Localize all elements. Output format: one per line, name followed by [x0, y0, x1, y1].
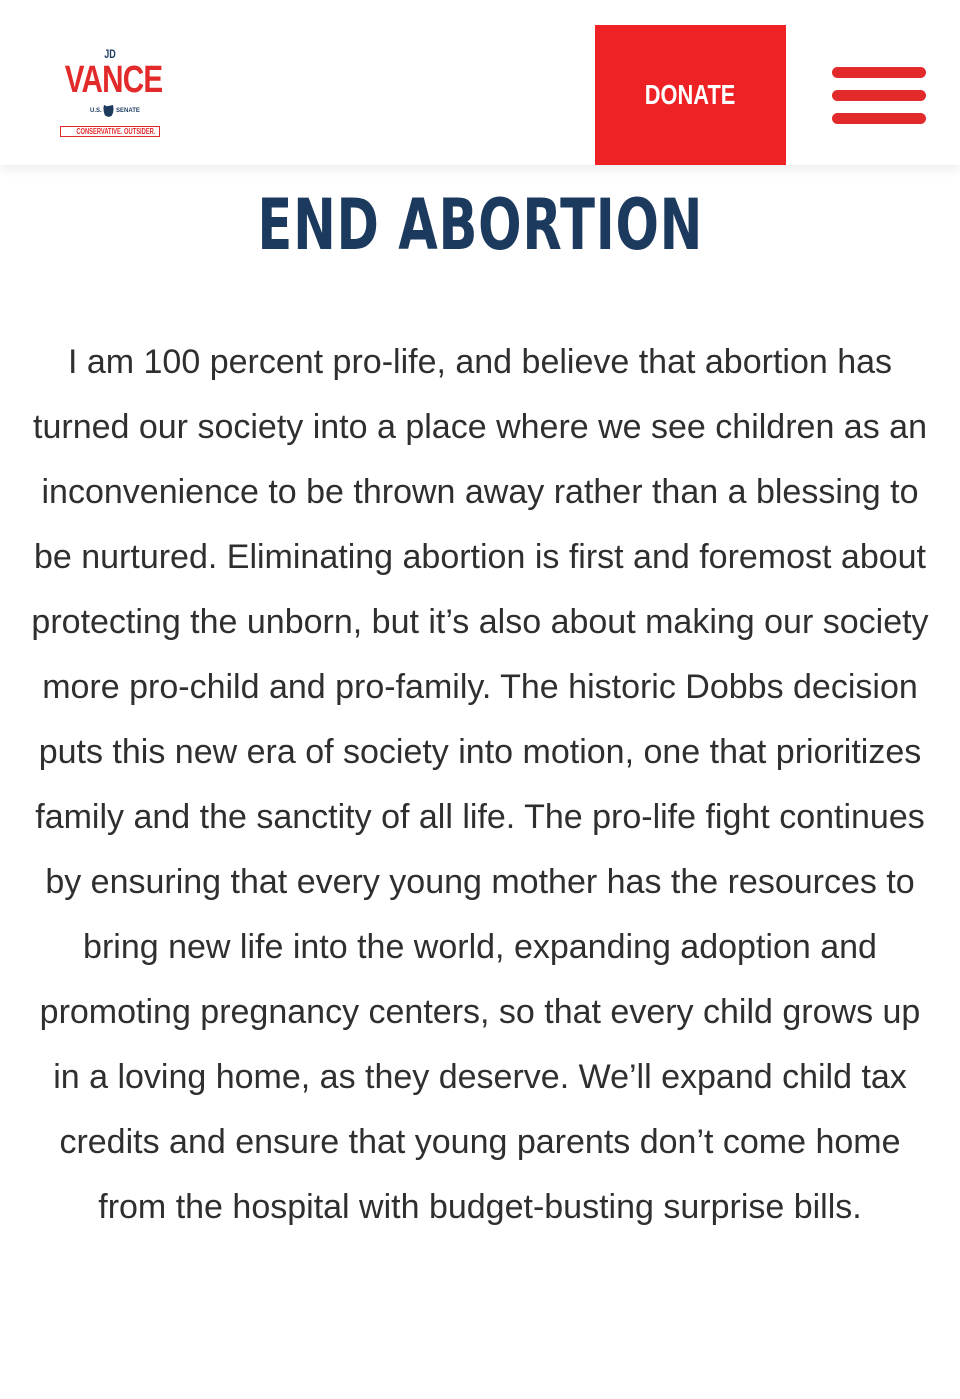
menu-bar-top	[832, 67, 926, 78]
logo-tagline-text: CONSERVATIVE. OUTSIDER.	[76, 127, 156, 136]
donate-button[interactable]	[595, 25, 786, 165]
logo-us-text: U.S.	[90, 108, 102, 114]
logo-initials: JD	[104, 47, 116, 61]
logo-senate-row	[58, 105, 162, 117]
logo-senate-text: SENATE	[116, 108, 140, 114]
page-title-text: END ABORTION	[257, 184, 703, 266]
hamburger-menu-icon[interactable]	[832, 64, 926, 126]
ohio-state-icon	[103, 105, 114, 117]
logo-tagline	[60, 126, 160, 137]
page-title	[0, 180, 960, 270]
logo-name: VANCE	[64, 59, 163, 101]
menu-bar-bottom	[832, 113, 926, 124]
site-header	[0, 0, 960, 165]
policy-body-text: I am 100 percent pro-life, and believe that abortion has turned our society into a place where we see children as an inconvenience to be thrown away rather than a blessing to be nurtured. Eliminating abortion is first and foremost about protecting the unborn, but it’s also about making our society more pro-child and pro-family. The historic Dobbs decision puts this new era of society into motion, one that prioritizes family and the sanctity of all life. The pro-life fight continues by ensuring that every young mother has the resources to bring new life into the world, expanding adoption and promoting pregnancy centers, so that every child grows up in a loving home, as they deserve. We’ll expand child tax credits and ensure that young parents don’t come home from the hospital with budget-busting surprise bills.	[31, 343, 929, 1226]
donate-button-label: DONATE	[645, 79, 736, 110]
menu-bar-middle	[832, 90, 926, 101]
campaign-logo[interactable]	[58, 48, 162, 140]
